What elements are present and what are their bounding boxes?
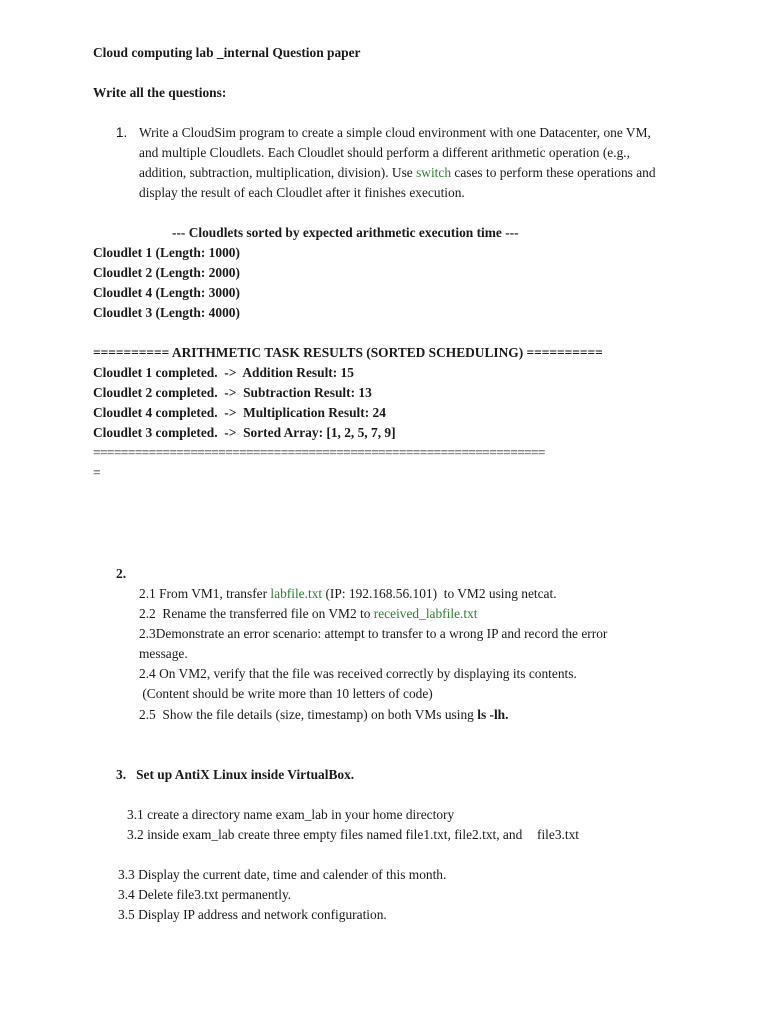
q3-step-3-2-tail: file3.txt [537,827,580,842]
result-line: Cloudlet 3 completed. -> Sorted Array: [1, 2, 5, 7, 9] [93,425,396,440]
q2-text-segment: (IP: 192.168.56.101) to VM2 using netcat. [322,586,557,601]
cloudlet-line: Cloudlet 2 (Length: 2000) [93,265,240,280]
q2-step-2-2 [139,604,478,624]
q1-text-line: Write a CloudSim program to create a simple cloud environment with one Datacenter, one VM, [139,125,651,140]
q1-text-segment: addition, subtraction, multiplication, division). Use [139,165,417,180]
switch-keyword: switch [416,165,452,180]
ls-command: ls -lh. [477,707,509,722]
separator-tail: = [93,465,101,480]
q2-step-2-3: 2.3Demonstrate an error scenario: attempt to transfer to a wrong IP and record the error [139,626,608,641]
q2-text-segment: 2.1 From VM1, transfer [139,586,271,601]
q2-text-segment: 2.2 Rename the transferred file on VM2 to [139,606,374,621]
q1-text-line: display the result of each Cloudlet after it finishes execution. [139,185,465,200]
q2-text-segment: 2.5 Show the file details (size, timestamp) on both VMs using [139,707,478,722]
q2-step-2-4: 2.4 On VM2, verify that the file was received correctly by displaying its contents. [139,666,577,681]
q2-step-2-4-note: (Content should be write more than 10 letters of code) [139,686,433,701]
result-line: Cloudlet 4 completed. -> Multiplication Result: 24 [93,405,386,420]
q3-step-3-3: 3.3 Display the current date, time and calender of this month. [118,867,447,882]
q2-step-2-1 [139,584,557,604]
q3-step-3-1: 3.1 create a directory name exam_lab in your home directory [127,807,455,822]
result-line: Cloudlet 2 completed. -> Subtraction Result: 13 [93,385,372,400]
result-line: Cloudlet 1 completed. -> Addition Result: 15 [93,365,354,380]
sorted-cloudlets-header: --- Cloudlets sorted by expected arithmetic execution time --- [172,225,519,240]
q1-number: 1. [116,125,128,140]
cloudlet-line: Cloudlet 3 (Length: 4000) [93,305,240,320]
cloudlet-line: Cloudlet 1 (Length: 1000) [93,245,240,260]
q3-step-3-5: 3.5 Display IP address and network configuration. [118,907,387,922]
separator-line: ================================================================= [93,445,545,460]
labfile-filename: labfile.txt [270,586,323,601]
q1-text-segment: cases to perform these operations and [451,165,656,180]
q1-text-line: and multiple Cloudlets. Each Cloudlet should perform a different arithmetic operation (e.g., [139,145,630,160]
q3-step-3-4: 3.4 Delete file3.txt permanently. [118,887,292,902]
q3-heading: 3. Set up AntiX Linux inside VirtualBox. [116,767,355,782]
instruction-heading: Write all the questions: [93,85,227,100]
cloudlet-line: Cloudlet 4 (Length: 3000) [93,285,240,300]
results-header: ========== ARITHMETIC TASK RESULTS (SORTED SCHEDULING) ========== [93,345,603,360]
q2-number: 2. [116,566,127,581]
q2-step-2-3-cont: message. [139,646,188,661]
q2-step-2-5 [139,705,508,725]
received-filename: received_labfile.txt [373,606,478,621]
document-title: Cloud computing lab _internal Question paper [93,45,361,60]
q1-text-line [139,163,656,183]
q3-step-3-2: 3.2 inside exam_lab create three empty files named file1.txt, file2.txt, and [127,827,523,842]
